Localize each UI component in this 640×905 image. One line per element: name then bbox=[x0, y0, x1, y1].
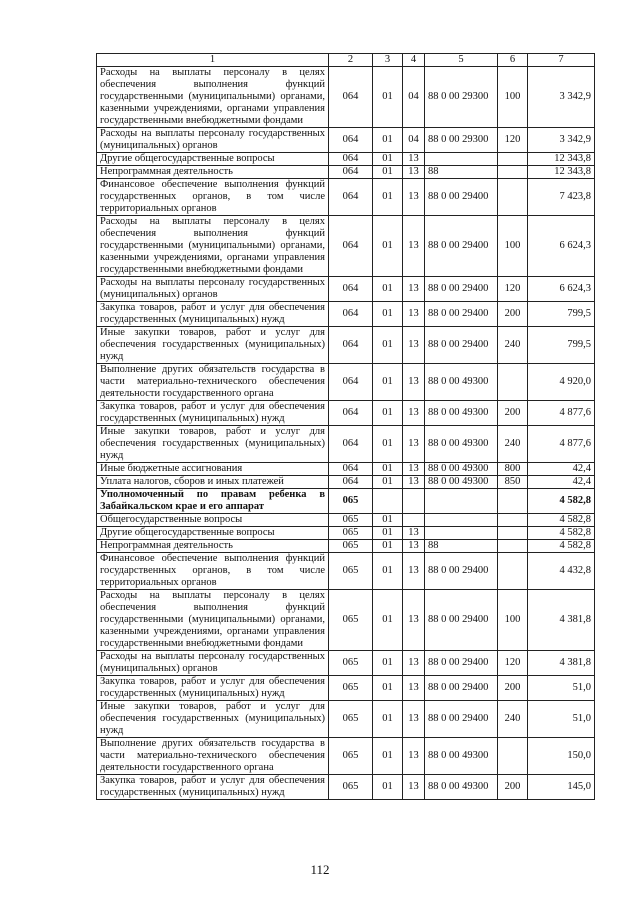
row-expense-type-cell bbox=[498, 166, 528, 179]
header-cell-2: 2 bbox=[329, 54, 373, 67]
table-row bbox=[97, 166, 595, 179]
row-section-code-cell: 01 bbox=[373, 401, 403, 426]
row-name-cell: Финансовое обеспечение выполнения функций государственных органов, в том числе территориальных органов bbox=[97, 553, 329, 590]
row-target-article-cell: 88 0 00 29400 bbox=[425, 676, 498, 701]
table-row bbox=[97, 590, 595, 651]
table-row bbox=[97, 67, 595, 128]
row-ministry-code-cell: 065 bbox=[329, 514, 373, 527]
row-ministry-code-cell: 064 bbox=[329, 277, 373, 302]
header-cell-1: 1 bbox=[97, 54, 329, 67]
row-ministry-code-cell: 064 bbox=[329, 128, 373, 153]
row-subsection-code-cell: 13 bbox=[403, 277, 425, 302]
row-name-cell: Уплата налогов, сборов и иных платежей bbox=[97, 476, 329, 489]
table-row bbox=[97, 553, 595, 590]
row-section-code-cell: 01 bbox=[373, 514, 403, 527]
row-subsection-code-cell: 13 bbox=[403, 738, 425, 775]
row-target-article-cell: 88 0 00 29400 bbox=[425, 327, 498, 364]
row-subsection-code-cell: 13 bbox=[403, 590, 425, 651]
row-section-code-cell: 01 bbox=[373, 590, 403, 651]
row-target-article-cell bbox=[425, 514, 498, 527]
row-amount-cell: 42,4 bbox=[528, 476, 595, 489]
row-target-article-cell: 88 0 00 29400 bbox=[425, 553, 498, 590]
row-name-cell: Закупка товаров, работ и услуг для обеспечения государственных (муниципальных) нужд bbox=[97, 302, 329, 327]
row-expense-type-cell bbox=[498, 364, 528, 401]
row-target-article-cell bbox=[425, 153, 498, 166]
header-row bbox=[97, 54, 595, 67]
row-section-code-cell: 01 bbox=[373, 128, 403, 153]
row-name-cell: Выполнение других обязательств государства в части материально-технического обеспечения деятельности государственного органа bbox=[97, 738, 329, 775]
budget-table bbox=[96, 53, 595, 800]
row-ministry-code-cell: 064 bbox=[329, 476, 373, 489]
row-target-article-cell: 88 0 00 29400 bbox=[425, 277, 498, 302]
row-ministry-code-cell: 064 bbox=[329, 327, 373, 364]
row-target-article-cell: 88 0 00 49300 bbox=[425, 401, 498, 426]
row-ministry-code-cell: 064 bbox=[329, 302, 373, 327]
row-amount-cell: 51,0 bbox=[528, 701, 595, 738]
row-section-code-cell: 01 bbox=[373, 216, 403, 277]
row-ministry-code-cell: 065 bbox=[329, 527, 373, 540]
row-subsection-code-cell: 04 bbox=[403, 67, 425, 128]
row-amount-cell: 4 582,8 bbox=[528, 514, 595, 527]
row-name-cell: Расходы на выплаты персоналу государственных (муниципальных) органов bbox=[97, 651, 329, 676]
header-cell-5: 5 bbox=[425, 54, 498, 67]
table-row bbox=[97, 327, 595, 364]
row-expense-type-cell: 120 bbox=[498, 651, 528, 676]
row-subsection-code-cell: 13 bbox=[403, 775, 425, 800]
row-expense-type-cell: 200 bbox=[498, 302, 528, 327]
header-cell-6: 6 bbox=[498, 54, 528, 67]
row-amount-cell: 4 582,8 bbox=[528, 489, 595, 514]
row-subsection-code-cell: 13 bbox=[403, 553, 425, 590]
row-ministry-code-cell: 064 bbox=[329, 401, 373, 426]
row-amount-cell: 4 920,0 bbox=[528, 364, 595, 401]
row-section-code-cell: 01 bbox=[373, 67, 403, 128]
row-section-code-cell: 01 bbox=[373, 364, 403, 401]
row-name-cell: Закупка товаров, работ и услуг для обеспечения государственных (муниципальных) нужд bbox=[97, 676, 329, 701]
row-expense-type-cell bbox=[498, 738, 528, 775]
row-target-article-cell: 88 0 00 29400 bbox=[425, 590, 498, 651]
row-ministry-code-cell: 064 bbox=[329, 153, 373, 166]
row-ministry-code-cell: 065 bbox=[329, 676, 373, 701]
header-cell-7: 7 bbox=[528, 54, 595, 67]
row-amount-cell: 4 432,8 bbox=[528, 553, 595, 590]
row-subsection-code-cell: 13 bbox=[403, 676, 425, 701]
row-expense-type-cell bbox=[498, 179, 528, 216]
row-expense-type-cell bbox=[498, 153, 528, 166]
row-amount-cell: 4 582,8 bbox=[528, 540, 595, 553]
row-subsection-code-cell: 13 bbox=[403, 651, 425, 676]
row-amount-cell: 51,0 bbox=[528, 676, 595, 701]
row-subsection-code-cell: 13 bbox=[403, 701, 425, 738]
row-subsection-code-cell: 13 bbox=[403, 364, 425, 401]
row-ministry-code-cell: 065 bbox=[329, 489, 373, 514]
row-ministry-code-cell: 064 bbox=[329, 67, 373, 128]
table-row bbox=[97, 651, 595, 676]
row-ministry-code-cell: 065 bbox=[329, 701, 373, 738]
table-row bbox=[97, 364, 595, 401]
row-amount-cell: 7 423,8 bbox=[528, 179, 595, 216]
row-name-cell: Расходы на выплаты персоналу в целях обеспечения выполнения функций государственными (муниципальными) органами, казенными учреждениями, органами управления государственными внебюджетными фондами bbox=[97, 216, 329, 277]
row-subsection-code-cell: 13 bbox=[403, 166, 425, 179]
row-expense-type-cell bbox=[498, 514, 528, 527]
row-section-code-cell: 01 bbox=[373, 476, 403, 489]
row-expense-type-cell: 240 bbox=[498, 327, 528, 364]
row-expense-type-cell bbox=[498, 489, 528, 514]
table-row bbox=[97, 128, 595, 153]
row-name-cell: Расходы на выплаты персоналу государственных (муниципальных) органов bbox=[97, 277, 329, 302]
row-name-cell: Выполнение других обязательств государства в части материально-технического обеспечения деятельности государственного органа bbox=[97, 364, 329, 401]
row-amount-cell: 4 381,8 bbox=[528, 590, 595, 651]
row-section-code-cell: 01 bbox=[373, 302, 403, 327]
row-name-cell: Иные закупки товаров, работ и услуг для обеспечения государственных (муниципальных) нужд bbox=[97, 426, 329, 463]
row-name-cell: Закупка товаров, работ и услуг для обеспечения государственных (муниципальных) нужд bbox=[97, 775, 329, 800]
row-section-code-cell: 01 bbox=[373, 277, 403, 302]
row-section-code-cell: 01 bbox=[373, 553, 403, 590]
row-amount-cell: 3 342,9 bbox=[528, 128, 595, 153]
row-section-code-cell: 01 bbox=[373, 701, 403, 738]
row-amount-cell: 12 343,8 bbox=[528, 166, 595, 179]
row-ministry-code-cell: 065 bbox=[329, 651, 373, 676]
table-row bbox=[97, 426, 595, 463]
row-section-code-cell: 01 bbox=[373, 527, 403, 540]
table-row bbox=[97, 738, 595, 775]
row-section-code-cell: 01 bbox=[373, 738, 403, 775]
row-target-article-cell: 88 0 00 49300 bbox=[425, 775, 498, 800]
table-row bbox=[97, 153, 595, 166]
row-expense-type-cell: 200 bbox=[498, 775, 528, 800]
row-target-article-cell: 88 0 00 49300 bbox=[425, 364, 498, 401]
row-expense-type-cell: 850 bbox=[498, 476, 528, 489]
row-section-code-cell: 01 bbox=[373, 166, 403, 179]
row-section-code-cell: 01 bbox=[373, 775, 403, 800]
row-expense-type-cell bbox=[498, 527, 528, 540]
row-ministry-code-cell: 064 bbox=[329, 426, 373, 463]
row-subsection-code-cell: 13 bbox=[403, 179, 425, 216]
row-name-cell: Финансовое обеспечение выполнения функций государственных органов, в том числе территориальных органов bbox=[97, 179, 329, 216]
row-amount-cell: 4 381,8 bbox=[528, 651, 595, 676]
row-subsection-code-cell: 13 bbox=[403, 463, 425, 476]
row-section-code-cell: 01 bbox=[373, 676, 403, 701]
row-name-cell: Непрограммная деятельность bbox=[97, 166, 329, 179]
row-section-code-cell: 01 bbox=[373, 426, 403, 463]
row-name-cell: Иные закупки товаров, работ и услуг для обеспечения государственных (муниципальных) нужд bbox=[97, 327, 329, 364]
row-name-cell: Общегосударственные вопросы bbox=[97, 514, 329, 527]
row-expense-type-cell: 100 bbox=[498, 216, 528, 277]
table-row bbox=[97, 277, 595, 302]
row-ministry-code-cell: 065 bbox=[329, 590, 373, 651]
page-number: 112 bbox=[310, 862, 330, 877]
row-expense-type-cell: 100 bbox=[498, 67, 528, 128]
row-target-article-cell: 88 0 00 29400 bbox=[425, 302, 498, 327]
row-section-code-cell: 01 bbox=[373, 540, 403, 553]
row-expense-type-cell: 240 bbox=[498, 426, 528, 463]
row-ministry-code-cell: 065 bbox=[329, 553, 373, 590]
row-target-article-cell: 88 0 00 49300 bbox=[425, 476, 498, 489]
row-expense-type-cell: 100 bbox=[498, 590, 528, 651]
row-name-cell: Другие общегосударственные вопросы bbox=[97, 527, 329, 540]
row-expense-type-cell bbox=[498, 540, 528, 553]
row-amount-cell: 799,5 bbox=[528, 302, 595, 327]
row-target-article-cell: 88 0 00 49300 bbox=[425, 426, 498, 463]
row-amount-cell: 42,4 bbox=[528, 463, 595, 476]
row-expense-type-cell: 120 bbox=[498, 128, 528, 153]
row-target-article-cell: 88 0 00 29300 bbox=[425, 128, 498, 153]
row-amount-cell: 4 877,6 bbox=[528, 401, 595, 426]
header-cell-3: 3 bbox=[373, 54, 403, 67]
row-target-article-cell: 88 0 00 49300 bbox=[425, 738, 498, 775]
row-target-article-cell: 88 bbox=[425, 166, 498, 179]
row-expense-type-cell: 800 bbox=[498, 463, 528, 476]
row-name-cell: Закупка товаров, работ и услуг для обеспечения государственных (муниципальных) нужд bbox=[97, 401, 329, 426]
row-expense-type-cell bbox=[498, 553, 528, 590]
row-amount-cell: 3 342,9 bbox=[528, 67, 595, 128]
row-name-cell: Расходы на выплаты персоналу в целях обеспечения выполнения функций государственными (муниципальными) органами, казенными учреждениями, органами управления государственными внебюджетными фондами bbox=[97, 590, 329, 651]
row-amount-cell: 150,0 bbox=[528, 738, 595, 775]
row-target-article-cell: 88 0 00 29400 bbox=[425, 651, 498, 676]
row-target-article-cell: 88 0 00 29400 bbox=[425, 179, 498, 216]
row-amount-cell: 4 877,6 bbox=[528, 426, 595, 463]
row-section-code-cell: 01 bbox=[373, 179, 403, 216]
row-section-code-cell: 01 bbox=[373, 153, 403, 166]
table-row bbox=[97, 476, 595, 489]
row-expense-type-cell: 120 bbox=[498, 277, 528, 302]
row-section-code-cell bbox=[373, 489, 403, 514]
header-cell-4: 4 bbox=[403, 54, 425, 67]
row-target-article-cell: 88 0 00 49300 bbox=[425, 463, 498, 476]
row-amount-cell: 799,5 bbox=[528, 327, 595, 364]
table-row bbox=[97, 216, 595, 277]
row-ministry-code-cell: 065 bbox=[329, 540, 373, 553]
row-target-article-cell bbox=[425, 489, 498, 514]
row-subsection-code-cell: 13 bbox=[403, 476, 425, 489]
table-row bbox=[97, 775, 595, 800]
row-ministry-code-cell: 064 bbox=[329, 364, 373, 401]
row-name-cell: Расходы на выплаты персоналу в целях обеспечения выполнения функций государственными (муниципальными) органами, казенными учреждениями, органами управления государственными внебюджетными фондами bbox=[97, 67, 329, 128]
table-row bbox=[97, 676, 595, 701]
row-amount-cell: 12 343,8 bbox=[528, 153, 595, 166]
row-expense-type-cell: 240 bbox=[498, 701, 528, 738]
row-ministry-code-cell: 064 bbox=[329, 216, 373, 277]
row-subsection-code-cell: 13 bbox=[403, 426, 425, 463]
row-name-cell: Непрограммная деятельность bbox=[97, 540, 329, 553]
row-subsection-code-cell: 13 bbox=[403, 327, 425, 364]
row-name-cell: Уполномоченный по правам ребенка в Забайкальском крае и его аппарат bbox=[97, 489, 329, 514]
table-row bbox=[97, 527, 595, 540]
row-ministry-code-cell: 065 bbox=[329, 738, 373, 775]
row-subsection-code-cell bbox=[403, 514, 425, 527]
row-subsection-code-cell: 13 bbox=[403, 153, 425, 166]
row-expense-type-cell: 200 bbox=[498, 676, 528, 701]
row-target-article-cell: 88 0 00 29400 bbox=[425, 701, 498, 738]
row-amount-cell: 6 624,3 bbox=[528, 277, 595, 302]
row-subsection-code-cell: 13 bbox=[403, 401, 425, 426]
row-subsection-code-cell: 13 bbox=[403, 216, 425, 277]
table-row bbox=[97, 540, 595, 553]
row-target-article-cell: 88 bbox=[425, 540, 498, 553]
table-row bbox=[97, 179, 595, 216]
row-subsection-code-cell: 04 bbox=[403, 128, 425, 153]
row-section-code-cell: 01 bbox=[373, 463, 403, 476]
row-ministry-code-cell: 064 bbox=[329, 179, 373, 216]
row-section-code-cell: 01 bbox=[373, 651, 403, 676]
table-row bbox=[97, 701, 595, 738]
row-target-article-cell: 88 0 00 29300 bbox=[425, 67, 498, 128]
row-target-article-cell: 88 0 00 29400 bbox=[425, 216, 498, 277]
row-ministry-code-cell: 064 bbox=[329, 166, 373, 179]
row-expense-type-cell: 200 bbox=[498, 401, 528, 426]
row-name-cell: Другие общегосударственные вопросы bbox=[97, 153, 329, 166]
table-row bbox=[97, 302, 595, 327]
row-section-code-cell: 01 bbox=[373, 327, 403, 364]
row-target-article-cell bbox=[425, 527, 498, 540]
row-name-cell: Иные закупки товаров, работ и услуг для обеспечения государственных (муниципальных) нужд bbox=[97, 701, 329, 738]
row-ministry-code-cell: 064 bbox=[329, 463, 373, 476]
row-subsection-code-cell: 13 bbox=[403, 540, 425, 553]
table-row bbox=[97, 489, 595, 514]
row-subsection-code-cell bbox=[403, 489, 425, 514]
table-row bbox=[97, 514, 595, 527]
row-name-cell: Иные бюджетные ассигнования bbox=[97, 463, 329, 476]
row-amount-cell: 6 624,3 bbox=[528, 216, 595, 277]
row-name-cell: Расходы на выплаты персоналу государственных (муниципальных) органов bbox=[97, 128, 329, 153]
row-amount-cell: 4 582,8 bbox=[528, 527, 595, 540]
table-row bbox=[97, 463, 595, 476]
row-subsection-code-cell: 13 bbox=[403, 527, 425, 540]
row-subsection-code-cell: 13 bbox=[403, 302, 425, 327]
row-ministry-code-cell: 065 bbox=[329, 775, 373, 800]
row-amount-cell: 145,0 bbox=[528, 775, 595, 800]
table-row bbox=[97, 401, 595, 426]
